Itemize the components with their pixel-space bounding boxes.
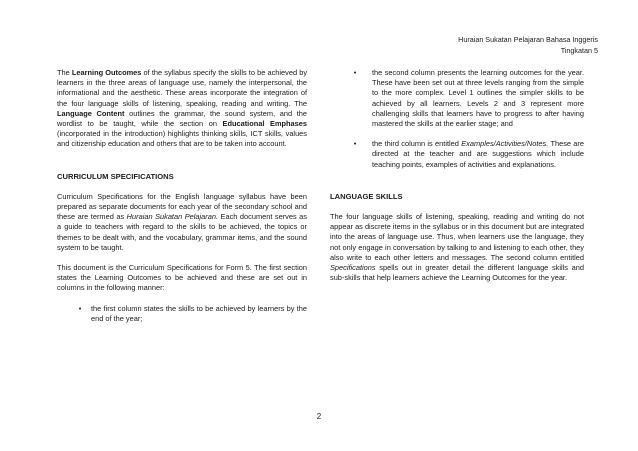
- bullet-second-column: [330, 68, 584, 129]
- page-number: 2: [316, 412, 322, 421]
- bullet-text: the second column presents the learning outcomes for the year. These have been set out at three levels ranging from the simple to the more complex. Level 1 outlines the simpler skills to be achieved by all learners. Levels 2 and 3 represent more challenging skills that learners have to progress to after having mastered the skills at the earlier stage; and: [372, 68, 584, 129]
- learning-outcomes-term: Learning Outcomes: [71, 68, 142, 77]
- bullet-third-column: [330, 139, 584, 170]
- language-skills-heading: LANGUAGE SKILLS: [330, 191, 403, 201]
- examples-title: Examples/Activities/Notes.: [461, 139, 549, 149]
- language-content-term: Language Content: [57, 108, 125, 118]
- bullet-text: the third column is entitled Examples/Activities/Notes. These are directed at the teacher and are suggestions which include teaching points, examples of activities and explanations.: [372, 139, 584, 169]
- bullet-marker: •: [353, 68, 357, 77]
- curriculum-heading: CURRICULUM SPECIFICATIONS: [57, 171, 174, 181]
- right-column: [330, 68, 584, 293]
- header-title: Huraian Sukatan Pelajaran Bahasa Inggeris: [458, 35, 598, 44]
- curriculum-paragraph-1: Curriculum Specifications for the English language syllabus have been prepared as separate documents for each year of the secondary school and these are termed as Huraian Sukatan Pelajaran. Each document serves as a guide to teachers with regard to the skills to be achieved, the topics or themes to be dealt with, and the vocabulary, grammar items, and the sound system to be taught.: [57, 191, 307, 252]
- intro-paragraph: The Learning Outcomes of the syllabus specify the skills to be achieved by learners in the three areas of language use, namely the interpersonal, the informational and the aesthetic. These areas incorporate the integration of the four language skills of listening, speaking, reading and writing. The Language Content outlines the grammar, the sound system, and the wordlist to be taught, while the section on Educational Emphases (incorporated in the introduction) highlights thinking skills, ICT skills, values and citizenship education and others that are to be taken into account.: [57, 68, 308, 149]
- huraian-title: Huraian Sukatan Pelajaran.: [126, 212, 219, 222]
- header-subtitle: Tingkatan 5: [560, 46, 598, 55]
- language-skills-paragraph: The four language skills of listening, speaking, reading and writing do not appear as discrete items in the syllabus or in this document but are integrated into the areas of language use. Thus, when learners use the language, they not only engage in conversation by talking to and listening to each other, they also write to each other letters and messages. The second column entitled Specifications spells out in greater detail the different language skills and sub-skills that help learners achieve the Learning Outcomes for the year.: [330, 212, 584, 283]
- educational-emphases-term: Educational Emphases: [222, 119, 307, 129]
- bullet-marker: •: [78, 303, 82, 313]
- page-header: [358, 34, 598, 56]
- left-column: [57, 68, 307, 334]
- bullet-text: the first column states the skills to be achieved by learners by the end of the year;: [91, 303, 307, 323]
- bullet-marker: •: [353, 139, 357, 149]
- specifications-term: Specifications: [330, 263, 376, 273]
- curriculum-paragraph-2: This document is the Curriculum Specifications for Form 5. The first section states the Learning Outcomes to be achieved and these are set out in columns in the following manner:: [57, 263, 307, 293]
- bullet-first-column: [57, 304, 307, 324]
